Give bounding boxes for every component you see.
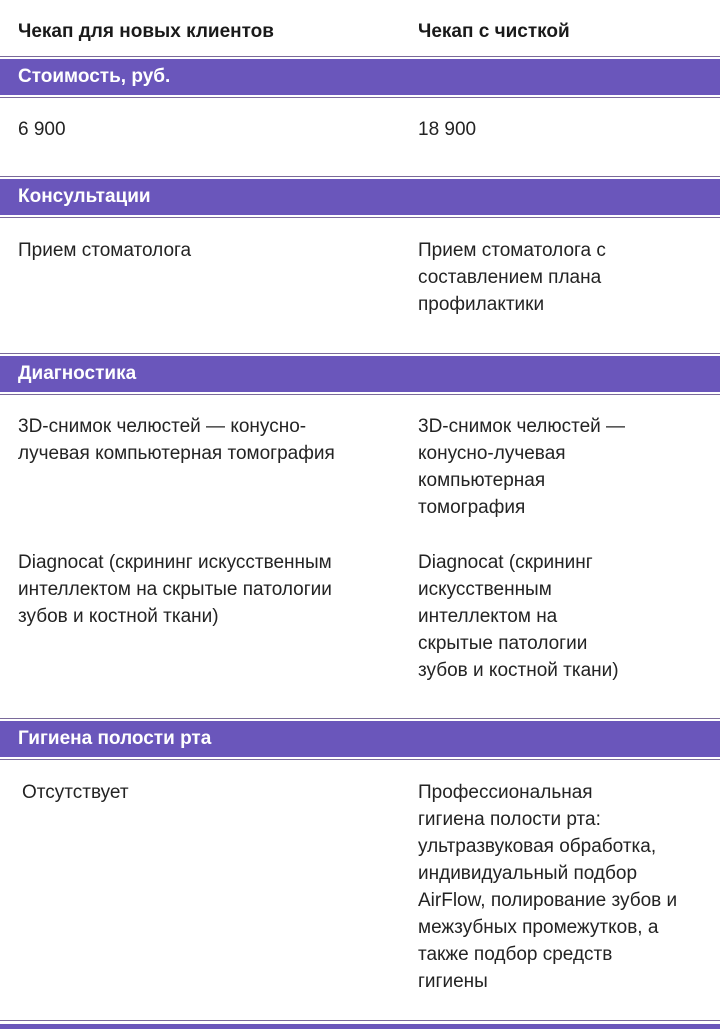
diagnostics-3d-with-cleaning: 3D-снимок челюстей — конусно-лучевая компьютерная томография (418, 416, 626, 518)
hygiene-with-cleaning: Профессиональная гигиена полости рта: ультразвуковая обработка, индивидуальный подбор AirFlow, полирование зубов и межзубных промежутков, а также подбор средств гигиены (418, 782, 678, 992)
consultation-with-cleaning: Прием стоматолога с составлением плана профилактики (418, 240, 606, 315)
column-header-new-clients: Чекап для новых клиентов (18, 21, 274, 42)
price-new-clients: 6 900 (18, 119, 66, 140)
hygiene-new-clients: Отсутствует (22, 782, 129, 803)
price-with-cleaning: 18 900 (418, 119, 477, 140)
section-band-diagnostics: Диагностика (0, 356, 720, 392)
diagnostics-3d-new-clients: 3D-снимок челюстей — конусно- лучевая компьютерная томография (18, 416, 335, 464)
section-band-hygiene: Гигиена полости рта (0, 721, 720, 757)
column-header-with-cleaning: Чекап с чисткой (418, 21, 570, 42)
section-band-consultations: Консультации (0, 179, 720, 215)
diagnostics-diagnocat-new-clients: Diagnocat (скрининг искусственным интеллектом на скрытые патологии зубов и костной ткани) (18, 552, 332, 627)
consultation-new-clients: Прием стоматолога (18, 240, 192, 261)
bottom-rule (0, 1024, 720, 1029)
diagnostics-diagnocat-with-cleaning: Diagnocat (скрининг искусственным интеллектом на скрытые патологии зубов и костной ткани) (418, 552, 619, 681)
section-band-price: Стоимость, руб. (0, 59, 720, 95)
